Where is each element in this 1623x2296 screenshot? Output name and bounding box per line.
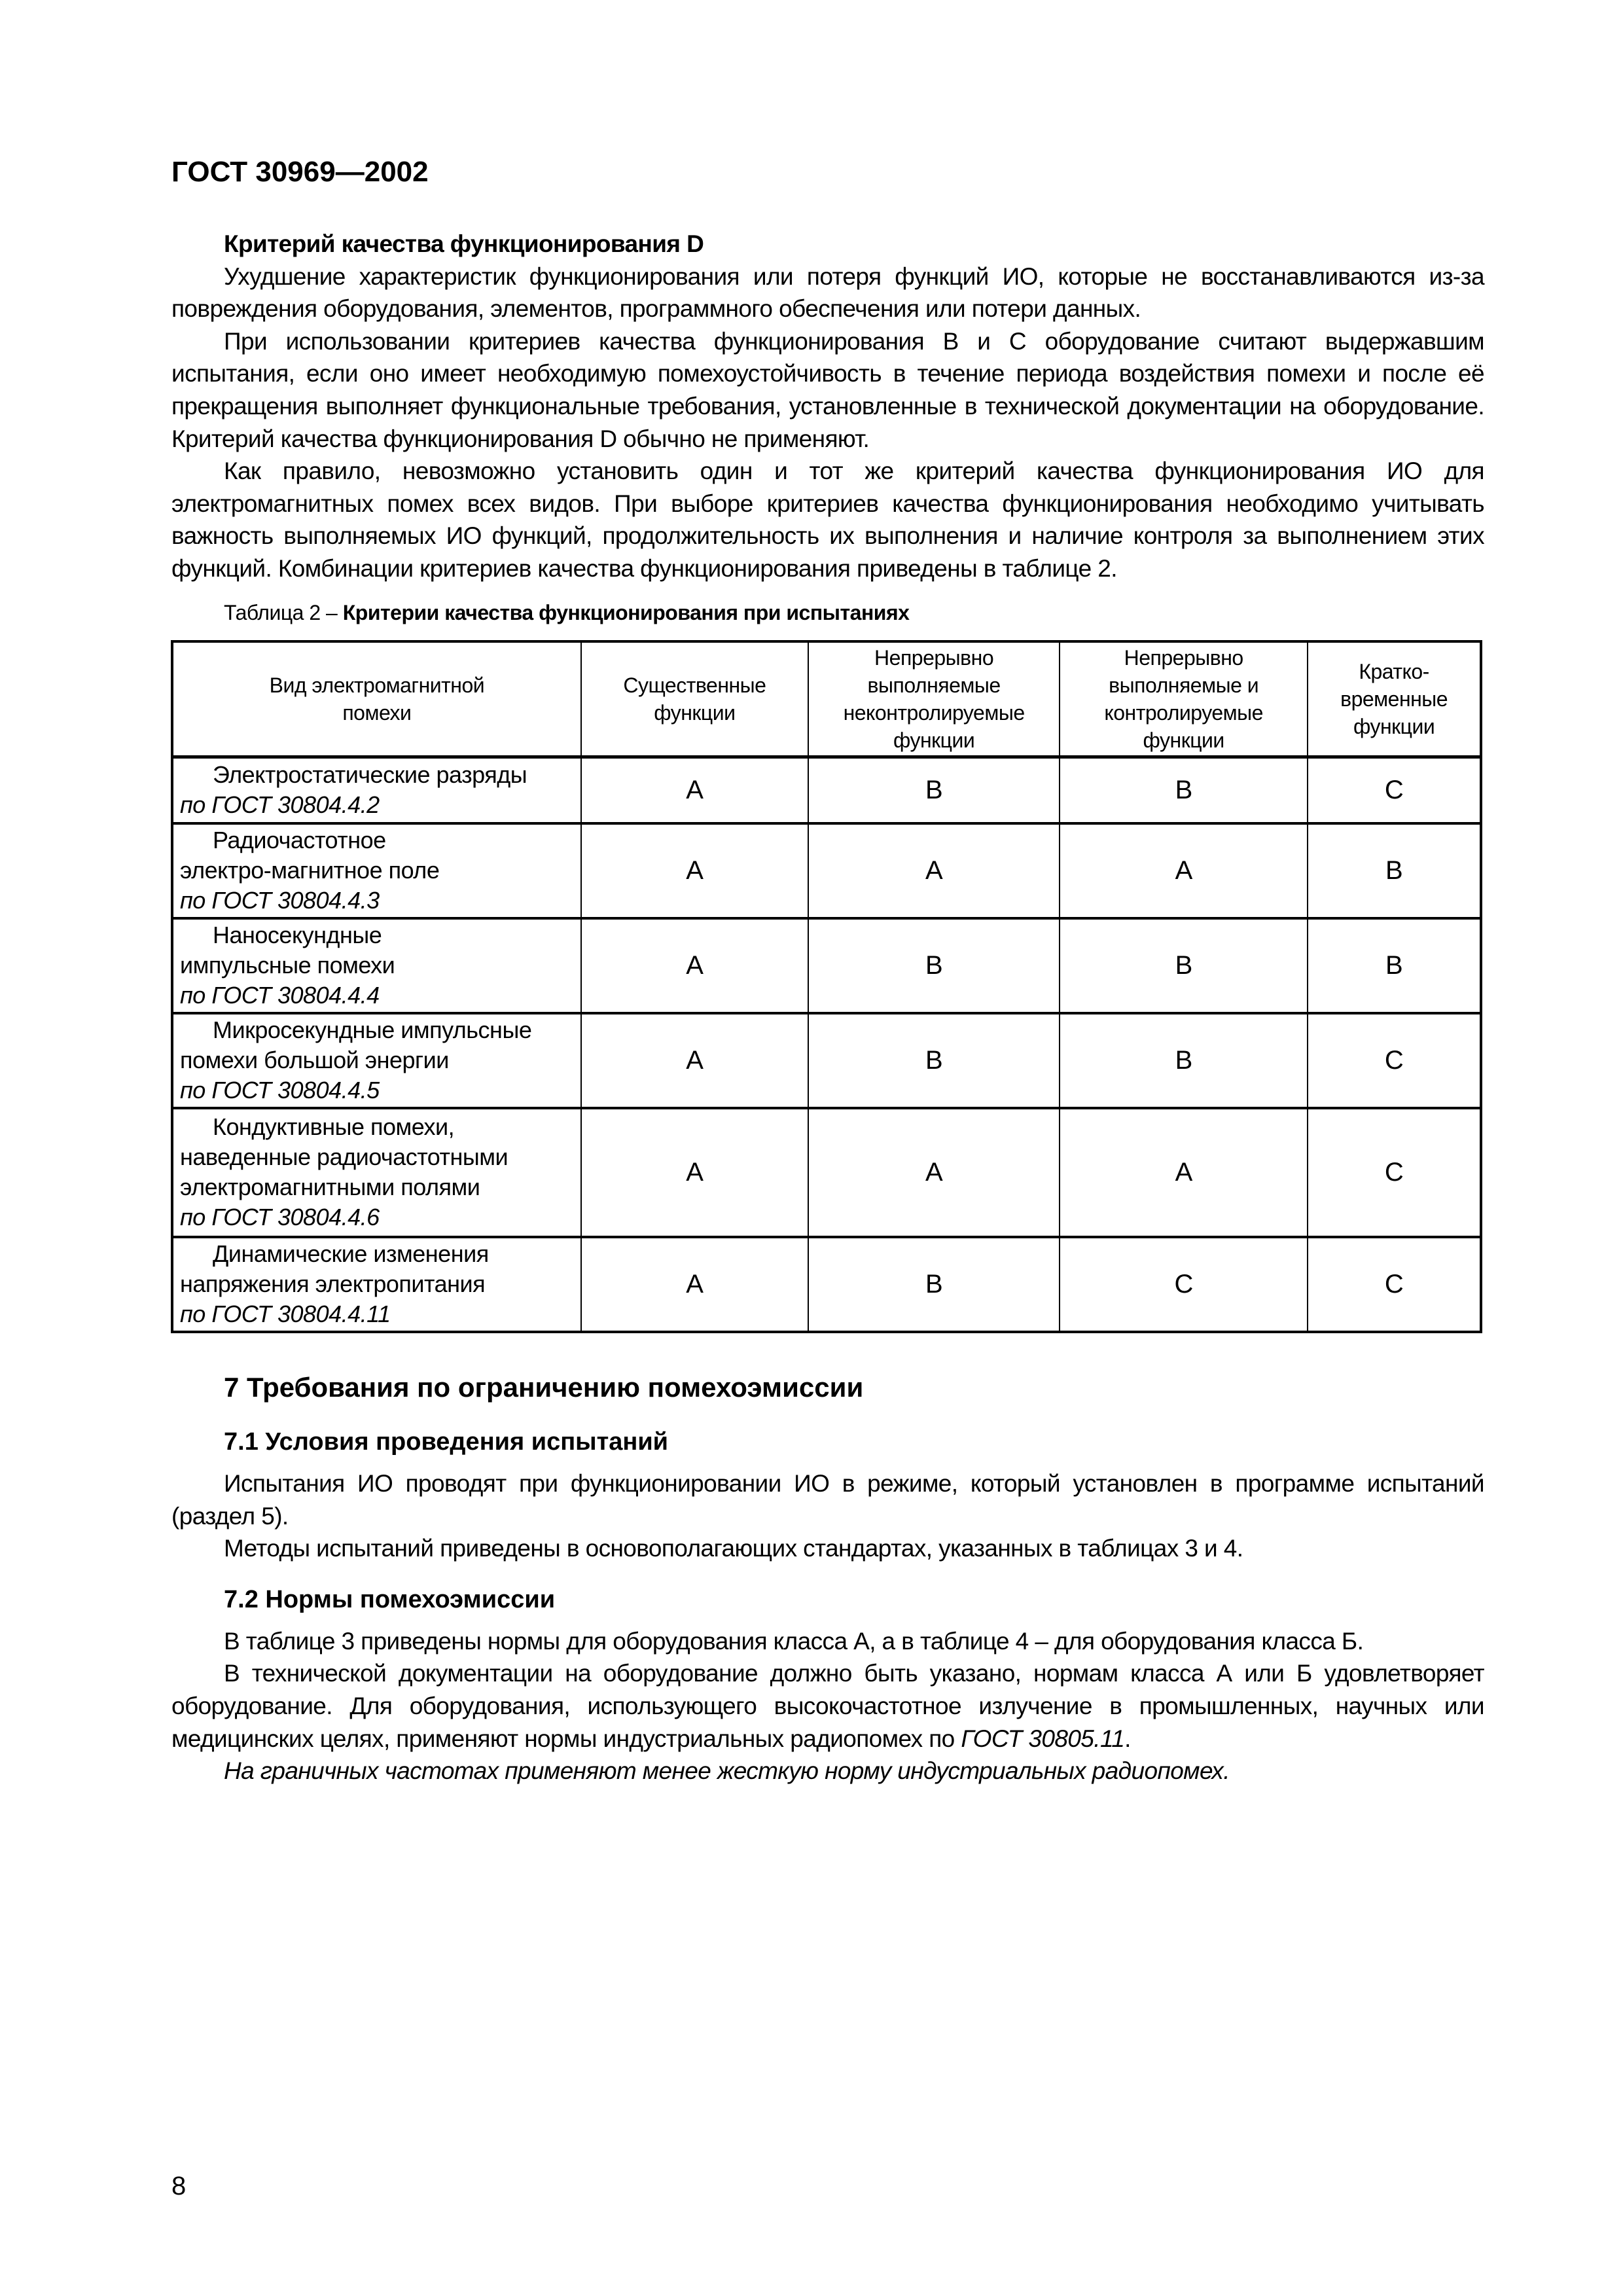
cell: С <box>1060 1237 1308 1332</box>
table-row <box>172 1013 1481 1108</box>
table-caption <box>224 601 1537 625</box>
criterion-d-section <box>171 228 1484 585</box>
column-header: Существенные функции <box>581 641 808 757</box>
cell: В <box>1060 918 1308 1013</box>
subsection-title: 7.2 Нормы помехоэмиссии <box>224 1585 556 1613</box>
table-row <box>172 823 1481 918</box>
paragraph: При использовании критериев качества функционирования В и С оборудование считают выдержавшим испытания, если оно имеет необходимую помехоустойчивость в течение периода воздействия помехи и после её прекращения выполняет функциональные требования, установленные в технической документации на оборудование. Критерий качества функционирования D обычно не применяют. <box>171 327 1484 452</box>
paragraph: Методы испытаний приведены в основополагающих стандартах, указанных в таблицах 3 и 4. <box>224 1535 1243 1562</box>
paragraph-end: . <box>1124 1725 1131 1752</box>
row-label <box>172 757 581 823</box>
row-label <box>172 1108 581 1237</box>
standard-ref: по ГОСТ 30804.4.6 <box>180 1204 380 1230</box>
standard-ref: по ГОСТ 30804.4.2 <box>180 791 380 819</box>
standard-ref: ГОСТ 30805.11 <box>961 1725 1125 1752</box>
cell: А <box>808 823 1060 918</box>
table-row <box>172 1108 1481 1237</box>
cell: В <box>808 918 1060 1013</box>
cell: В <box>1060 757 1308 823</box>
standard-ref: по ГОСТ 30804.4.5 <box>180 1077 380 1103</box>
section-title: 7 Требования по ограничению помехоэмиссии <box>224 1372 864 1403</box>
paragraph: Как правило, невозможно установить один и тот же критерий качества функционирования ИО для электромагнитных помех всех видов. При выборе критериев качества функционирования необходимо учитывать важность выполняемых ИО функций, продолжительность их выполнения и наличие контроля за выполнением этих функций. Комбинации критериев качества функционирования приведены в таблице 2. <box>171 457 1484 582</box>
cell: А <box>808 1108 1060 1237</box>
cell: С <box>1308 1108 1481 1237</box>
cell: В <box>808 1237 1060 1332</box>
cell: А <box>581 1108 808 1237</box>
interference-type: Динамические изменения напряжения электропитания <box>180 1240 489 1297</box>
paragraph <box>171 1657 1484 1755</box>
column-header: Непрерывно выполняемые неконтролируемые функции <box>808 641 1060 757</box>
document-header: ГОСТ 30969—2002 <box>171 156 429 188</box>
page-number: 8 <box>171 2172 187 2200</box>
cell: А <box>1060 823 1308 918</box>
table-header-row <box>172 641 1481 757</box>
table-row <box>172 918 1481 1013</box>
caption-title: Критерии качества функционирования при испытаниях <box>342 601 910 624</box>
cell: А <box>581 823 808 918</box>
interference-type: Электростатические разряды <box>213 761 527 789</box>
cell: В <box>808 757 1060 823</box>
cell: А <box>1060 1108 1308 1237</box>
paragraph-note: На граничных частотах применяют менее жесткую норму индустриальных радиопомех. <box>224 1757 1230 1785</box>
paragraph-text: В технической документации на оборудование должно быть указано, нормам класса А или Б удовлетворяет оборудование. Для оборудования, использующего высокочастотное излучение в промышленных, научных или медицинских целях, применяют нормы индустриальных радиопомех по <box>171 1660 1484 1752</box>
row-label <box>172 823 581 918</box>
caption-prefix: Таблица 2 – <box>224 601 343 624</box>
cell: С <box>1308 1013 1481 1108</box>
interference-type: Кондуктивные помехи, наведенные радиочастотными электромагнитными полями <box>180 1113 508 1200</box>
row-label <box>172 1013 581 1108</box>
criterion-d-title: Критерий качества функционирования D <box>224 230 704 257</box>
cell: В <box>1308 918 1481 1013</box>
row-label <box>172 1237 581 1332</box>
subsection-title: 7.1 Условия проведения испытаний <box>224 1428 669 1456</box>
standard-ref: по ГОСТ 30804.4.3 <box>180 887 380 914</box>
row-label <box>172 918 581 1013</box>
table-row <box>172 1237 1481 1332</box>
cell: А <box>581 918 808 1013</box>
column-header: Вид электромагнитной помехи <box>172 641 581 757</box>
cell: А <box>581 757 808 823</box>
standard-ref: по ГОСТ 30804.4.4 <box>180 982 380 1009</box>
interference-type: Наносекундные импульсные помехи <box>180 922 395 978</box>
standard-ref: по ГОСТ 30804.4.11 <box>180 1300 391 1327</box>
cell: А <box>581 1013 808 1108</box>
paragraph: В таблице 3 приведены нормы для оборудования класса А, а в таблице 4 – для оборудования класса Б. <box>224 1627 1364 1655</box>
paragraph: Испытания ИО проводят при функционировании ИО в режиме, который установлен в программе испытаний (раздел 5). <box>171 1470 1484 1530</box>
table-row <box>172 757 1481 823</box>
column-header: Кратко-временные функции <box>1308 641 1481 757</box>
cell: В <box>1060 1013 1308 1108</box>
column-header: Непрерывно выполняемые и контролируемые функции <box>1060 641 1308 757</box>
section-7 <box>171 1368 1484 1787</box>
interference-type: Радиочастотное электро-магнитное поле <box>180 827 440 884</box>
cell: С <box>1308 1237 1481 1332</box>
paragraph: Ухудшение характеристик функционирования или потеря функций ИО, которые не восстанавливаются из-за повреждения оборудования, элементов, программного обеспечения или потери данных. <box>171 262 1484 323</box>
cell: В <box>1308 823 1481 918</box>
cell: А <box>581 1237 808 1332</box>
cell: С <box>1308 757 1481 823</box>
interference-type: Микросекундные импульсные помехи большой энергии <box>180 1016 532 1073</box>
criteria-table <box>171 640 1482 1333</box>
cell: В <box>808 1013 1060 1108</box>
